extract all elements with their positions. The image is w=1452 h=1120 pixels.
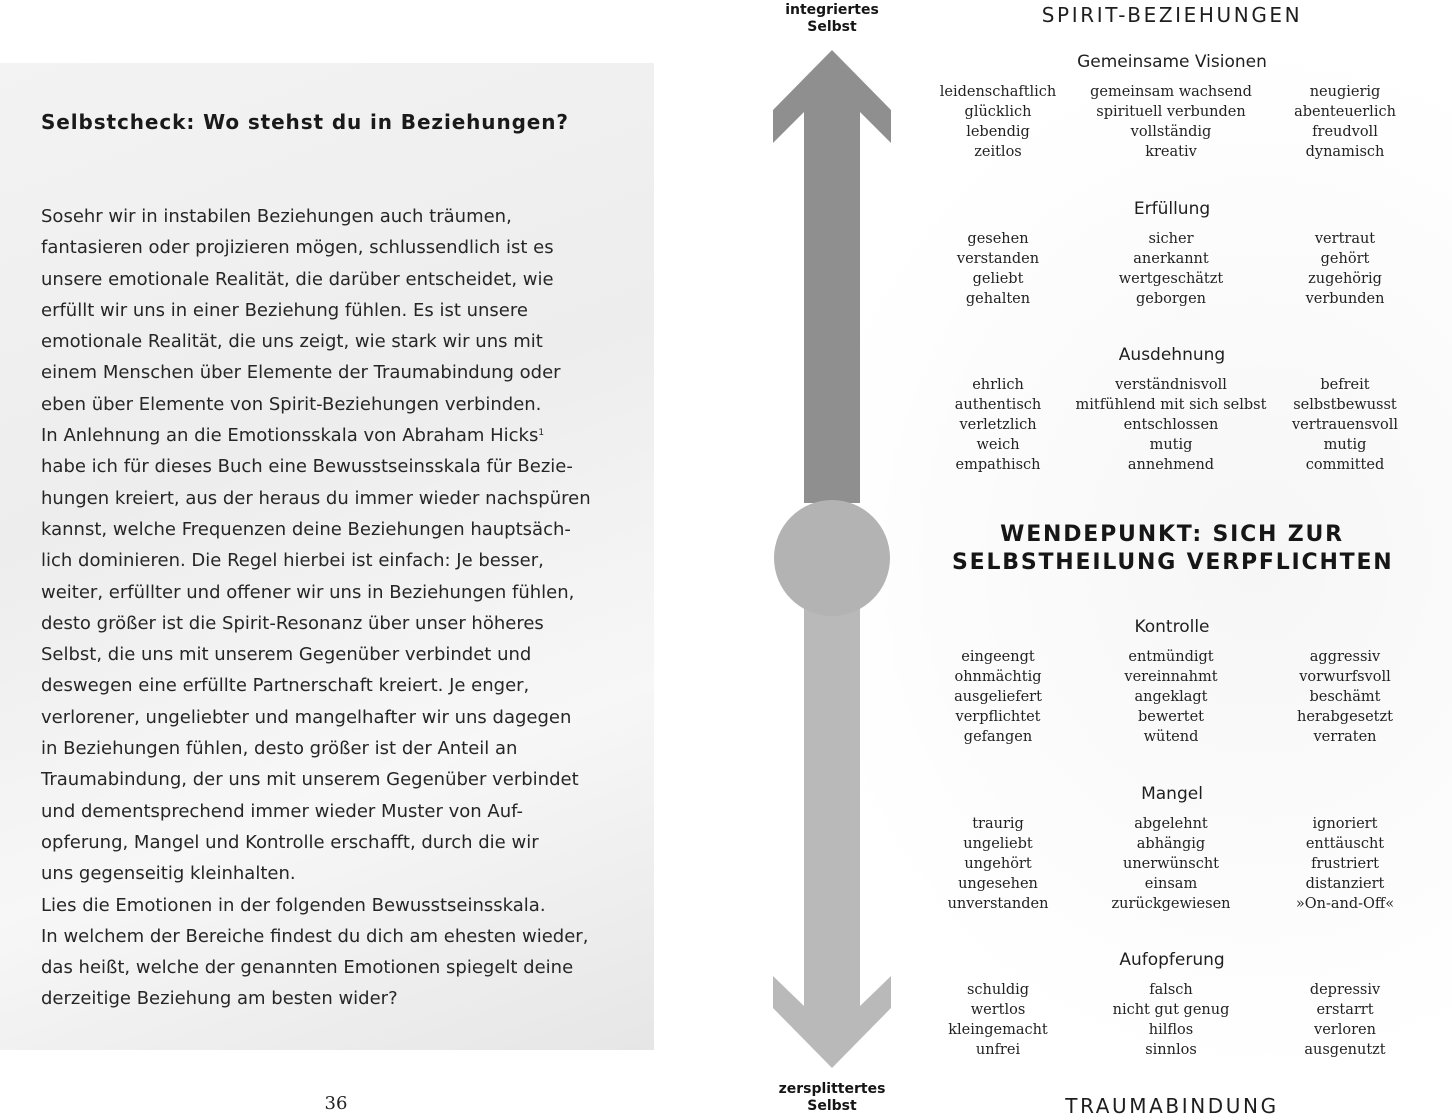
- emotion-word: verpflichtet: [955, 709, 1041, 725]
- emotion-word: weich: [976, 437, 1020, 453]
- emotion-column: [898, 375, 1098, 475]
- turning-point-line: SELBSTHEILUNG VERPFLICHTEN: [952, 550, 1394, 575]
- emotion-word: mutig: [1149, 437, 1193, 453]
- body-line: opferung, Mangel und Kontrolle erschafft, durch die wir: [41, 831, 539, 853]
- group-title: Erfüllung: [1133, 199, 1211, 219]
- group-title: Kontrolle: [1134, 617, 1210, 637]
- body-text: [41, 201, 641, 1015]
- emotion-word: vertrauensvoll: [1291, 417, 1398, 433]
- body-line: habe ich für dieses Buch eine Bewusstseinsskala für Bezie-: [41, 456, 573, 478]
- emotion-word: herabgesetzt: [1297, 709, 1393, 725]
- turning-point-line: WENDEPUNKT: SICH ZUR: [1000, 522, 1344, 547]
- emotion-word: empathisch: [955, 457, 1041, 473]
- emotion-word: aggressiv: [1309, 649, 1381, 665]
- emotion-word: gehört: [1320, 251, 1370, 267]
- emotion-word: distanziert: [1305, 876, 1385, 892]
- group-title: Mangel: [1141, 784, 1203, 804]
- emotion-column: [898, 229, 1098, 309]
- emotion-word: vollständig: [1130, 124, 1212, 140]
- emotion-word: ehrlich: [972, 377, 1024, 393]
- emotion-word: unerwünscht: [1122, 856, 1219, 872]
- body-line: [41, 420, 641, 451]
- emotion-column: [1245, 814, 1445, 914]
- emotion-word: geliebt: [972, 271, 1024, 287]
- emotion-word: abenteuerlich: [1294, 104, 1396, 120]
- top-heading: SPIRIT-BEZIEHUNGEN: [1041, 3, 1303, 27]
- emotion-word: neugierig: [1309, 84, 1381, 100]
- emotion-column: [1245, 229, 1445, 309]
- emotion-word: verletzlich: [959, 417, 1037, 433]
- emotion-word: zurückgewiesen: [1111, 896, 1231, 912]
- body-line: fantasieren oder projizieren mögen, schlussendlich ist es: [41, 237, 554, 259]
- emotion-word: vereinnahmt: [1124, 669, 1218, 685]
- emotion-word: freudvoll: [1312, 124, 1378, 140]
- emotion-word: entmündigt: [1128, 649, 1214, 665]
- emotion-word: ausgenutzt: [1304, 1042, 1386, 1058]
- emotion-word: ausgeliefert: [954, 689, 1042, 705]
- axis-label-bottom-line: zersplittertes: [778, 1081, 886, 1097]
- emotion-word: ohnmächtig: [954, 669, 1042, 685]
- emotion-word: eingeengt: [961, 649, 1035, 665]
- body-line: Traumabindung, der uns mit unserem Gegenüber verbindet: [41, 769, 579, 791]
- emotion-column: [1071, 980, 1271, 1060]
- body-line: desto größer ist die Spirit-Resonanz über unser höheres: [41, 612, 544, 634]
- body-line: Selbst, die uns mit unserem Gegenüber verbindet und: [41, 644, 532, 666]
- double-arrow-icon: [772, 48, 892, 1072]
- turning-point-heading: [952, 521, 1392, 577]
- emotion-column: [1245, 647, 1445, 747]
- body-line: Sosehr wir in instabilen Beziehungen auch träumen,: [41, 206, 512, 227]
- emotion-word: unfrei: [975, 1042, 1021, 1058]
- emotion-word: depressiv: [1309, 982, 1381, 998]
- body-line: und dementsprechend immer wieder Muster von Auf-: [41, 800, 523, 822]
- emotion-word: spirituell verbunden: [1096, 104, 1246, 120]
- emotion-column: [898, 82, 1098, 162]
- emotion-word: angeklagt: [1134, 689, 1208, 705]
- emotion-column: [1071, 82, 1271, 162]
- emotion-column: [1245, 375, 1445, 475]
- emotion-word: abhängig: [1136, 836, 1206, 852]
- emotion-word: befreit: [1320, 377, 1370, 393]
- body-line: Lies die Emotionen in der folgenden Bewusstseinsskala.: [41, 894, 546, 916]
- emotion-word: verständnisvoll: [1115, 377, 1227, 393]
- axis-label-top-line: integriertes: [785, 2, 879, 18]
- emotion-word: verbunden: [1305, 291, 1385, 307]
- emotion-word: unverstanden: [947, 896, 1049, 912]
- emotion-column: [898, 980, 1098, 1060]
- body-line: erfüllt wir uns in einer Beziehung fühlen. Es ist unsere: [41, 299, 528, 321]
- emotion-word: authentisch: [954, 397, 1042, 413]
- page-number: 36: [324, 1093, 348, 1114]
- emotion-word: mutig: [1323, 437, 1367, 453]
- emotion-word: verraten: [1313, 729, 1377, 745]
- body-line: hungen kreiert, aus der heraus du immer wieder nachspüren: [41, 487, 591, 509]
- emotion-word: glücklich: [964, 104, 1032, 120]
- emotion-word: entschlossen: [1123, 417, 1219, 433]
- emotion-word: nicht gut genug: [1112, 1002, 1230, 1018]
- body-line: emotionale Realität, die uns zeigt, wie stark wir uns mit: [41, 331, 543, 353]
- axis-label-top: [752, 2, 912, 36]
- body-line: in Beziehungen fühlen, desto größer ist der Anteil an: [41, 738, 518, 760]
- emotion-word: ungesehen: [958, 876, 1038, 892]
- emotion-word: geborgen: [1135, 291, 1206, 307]
- body-line: weiter, erfüllter und offener wir uns in Beziehungen fühlen,: [41, 581, 575, 603]
- body-line: einem Menschen über Elemente der Traumabindung oder: [41, 362, 561, 384]
- emotion-word: zeitlos: [974, 144, 1022, 160]
- emotion-column: [1071, 814, 1271, 914]
- emotion-word: beschämt: [1309, 689, 1381, 705]
- emotion-word: abgelehnt: [1134, 816, 1208, 832]
- emotion-word: sicher: [1148, 231, 1194, 247]
- emotion-word: frustriert: [1311, 856, 1379, 872]
- group-title: Gemeinsame Visionen: [1077, 52, 1267, 72]
- emotion-column: [898, 647, 1098, 747]
- body-line: eben über Elemente von Spirit-Beziehungen verbinden.: [41, 393, 542, 415]
- emotion-word: schuldig: [966, 982, 1030, 998]
- emotion-column: [1245, 980, 1445, 1060]
- emotion-word: verstanden: [956, 251, 1040, 267]
- emotion-column: [1071, 375, 1271, 475]
- group-title: Ausdehnung: [1118, 345, 1226, 365]
- body-line: unsere emotionale Realität, die darüber entscheidet, wie: [41, 268, 554, 290]
- emotion-word: erstarrt: [1316, 1002, 1374, 1018]
- emotion-word: lebendig: [966, 124, 1030, 140]
- footnote-marker: 1: [538, 428, 545, 439]
- emotion-word: traurig: [972, 816, 1024, 832]
- axis-label-top-line: Selbst: [807, 19, 857, 35]
- emotion-word: einsam: [1144, 876, 1198, 892]
- emotion-word: ungehört: [964, 856, 1032, 872]
- emotion-word: zugehörig: [1308, 271, 1382, 287]
- page-title: Selbstcheck: Wo stehst du in Beziehungen?: [41, 110, 569, 134]
- emotion-word: sinnlos: [1145, 1042, 1197, 1058]
- body-line: kannst, welche Frequenzen deine Beziehungen hauptsäch-: [41, 518, 571, 540]
- emotion-word: wertlos: [970, 1002, 1026, 1018]
- body-line: deswegen eine erfüllte Partnerschaft kreiert. Je enger,: [41, 675, 530, 697]
- emotion-word: ignoriert: [1312, 816, 1378, 832]
- emotion-column: [1245, 82, 1445, 162]
- bottom-heading: TRAUMABINDUNG: [1065, 1094, 1279, 1118]
- emotion-column: [1071, 229, 1271, 309]
- axis-label-bottom: [752, 1081, 912, 1115]
- emotion-word: gefangen: [963, 729, 1033, 745]
- body-line-text: In Anlehnung an die Emotionsskala von Abraham Hicks: [41, 425, 539, 447]
- emotion-word: »On-and-Off«: [1295, 896, 1395, 912]
- emotion-column: [1071, 647, 1271, 747]
- emotion-word: ungeliebt: [963, 836, 1033, 852]
- body-line: verlorener, ungeliebter und mangelhafter wir uns dagegen: [41, 706, 572, 728]
- emotion-word: hilflos: [1148, 1022, 1194, 1038]
- emotion-word: committed: [1305, 457, 1385, 473]
- emotion-word: verloren: [1314, 1022, 1376, 1038]
- emotion-column: [898, 814, 1098, 914]
- emotion-word: kreativ: [1145, 144, 1197, 160]
- emotion-word: anerkannt: [1133, 251, 1209, 267]
- downward-arrow: [773, 588, 891, 1068]
- turning-point-circle: [774, 500, 890, 616]
- emotion-word: falsch: [1149, 982, 1193, 998]
- emotion-word: wütend: [1143, 729, 1199, 745]
- body-line: uns gegenseitig kleinhalten.: [41, 863, 296, 885]
- emotion-word: dynamisch: [1305, 144, 1385, 160]
- body-line: lich dominieren. Die Regel hierbei ist einfach: Je besser,: [41, 550, 544, 572]
- emotion-word: gemeinsam wachsend: [1090, 84, 1252, 100]
- emotion-word: bewertet: [1137, 709, 1205, 725]
- emotion-word: vorwurfsvoll: [1299, 669, 1391, 685]
- emotion-word: gesehen: [967, 231, 1029, 247]
- upward-arrow: [773, 50, 891, 503]
- emotion-word: annehmend: [1127, 457, 1215, 473]
- axis-label-bottom-line: Selbst: [807, 1098, 857, 1114]
- emotion-word: mitfühlend mit sich selbst: [1075, 397, 1267, 413]
- emotion-word: enttäuscht: [1305, 836, 1385, 852]
- emotion-word: vertraut: [1314, 231, 1376, 247]
- group-title: Aufopferung: [1119, 950, 1225, 970]
- emotion-word: kleingemacht: [948, 1022, 1048, 1038]
- body-line: In welchem der Bereiche findest du dich am ehesten wieder,: [41, 925, 589, 947]
- emotion-word: wertgeschätzt: [1118, 271, 1224, 287]
- emotion-word: gehalten: [965, 291, 1031, 307]
- body-line: das heißt, welche der genannten Emotionen spiegelt deine: [41, 957, 574, 979]
- emotion-word: selbstbewusst: [1293, 397, 1397, 413]
- emotion-word: leidenschaftlich: [939, 84, 1057, 100]
- body-line: derzeitige Beziehung am besten wider?: [41, 988, 398, 1010]
